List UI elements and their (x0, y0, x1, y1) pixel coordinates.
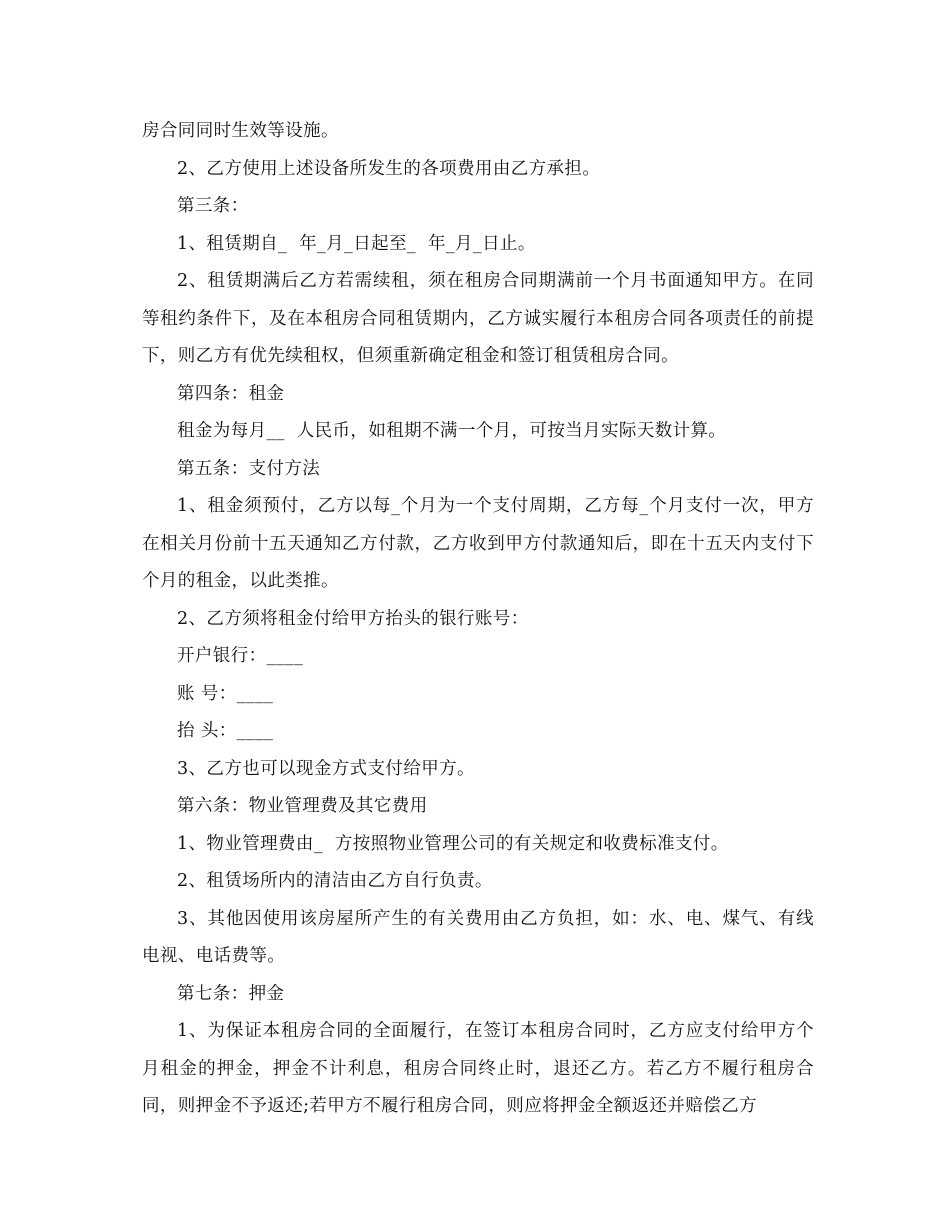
paragraph-2: 2、乙方使用上述设备所发生的各项费用由乙方承担。 (177, 158, 601, 179)
document-body (142, 113, 814, 1126)
paragraph-cleaning: 2、租赁场所内的清洁由乙方自行负责。 (177, 871, 493, 891)
paragraph-deposit: 1、为保证本租房合同的全面履行，在签订本租房合同时，乙方应支付给甲方个月租金的押金，押金不计利息，租房合同终止时，退还乙方。若乙方不履行租房合同，则押金不予返还;若甲方不履行租房合同，则应将押金全额返还并赔偿乙方 (142, 1021, 814, 1116)
article-5-heading: 第五条：支付方法 (177, 458, 321, 479)
paragraph-lease-term: 1、租赁期自_ 年_月_日起至_ 年_月_日止。 (177, 233, 536, 254)
paragraph-bank-account: 2、乙方须将租金付给甲方抬头的银行账号： (177, 608, 529, 629)
article-6-heading: 第六条：物业管理费及其它费用 (177, 796, 428, 816)
field-bank-name: 开户银行：____ (177, 646, 304, 666)
article-3-heading: 第三条： (177, 196, 249, 216)
paragraph-cash-payment: 3、乙方也可以现金方式支付给甲方。 (177, 758, 475, 779)
paragraph-1: 房合同同时生效等设施。 (142, 121, 339, 141)
article-4-heading: 第四条：租金 (177, 383, 285, 404)
article-7-heading: 第七条：押金 (177, 983, 285, 1004)
paragraph-prepayment: 1、租金须预付，乙方以每_个月为一个支付周期，乙方每_个月支付一次，甲方在相关月份前十五天通知乙方付款，乙方收到甲方付款通知后，即在十五天内支付下个月的租金，以此类推。 (142, 496, 814, 591)
paragraph-management-fee: 1、物业管理费由_ 方按照物业管理公司的有关规定和收费标准支付。 (177, 833, 729, 854)
field-account-number: 账 号：____ (177, 683, 274, 704)
paragraph-renewal: 2、租赁期满后乙方若需续租，须在租房合同期满前一个月书面通知甲方。在同等租约条件下，及在本租房合同租赁期内，乙方诚实履行本租房合同各项责任的前提下，则乙方有优先续租权，但须重新确定租金和签订租赁租房合同。 (142, 271, 814, 366)
field-account-title: 抬 头：____ (177, 721, 274, 741)
paragraph-rent-amount: 租金为每月__ 人民币，如租期不满一个月，可按当月实际天数计算。 (177, 421, 727, 441)
paragraph-other-fees: 3、其他因使用该房屋所产生的有关费用由乙方负担，如：水、电、煤气、有线电视、电话费等。 (142, 908, 814, 966)
